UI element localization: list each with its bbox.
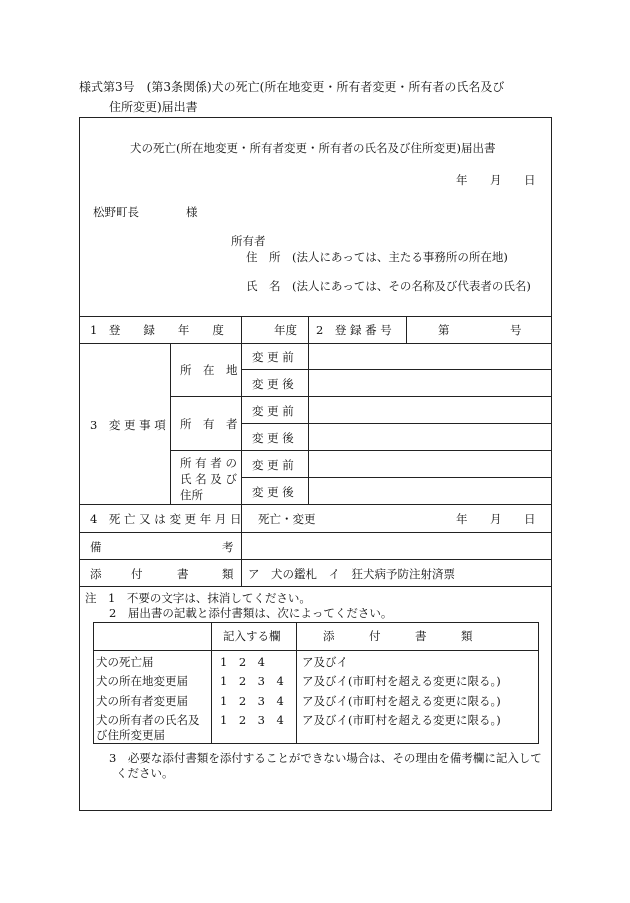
owner-address-note: (法人にあっては、主たる事務所の所在地) [292,250,508,264]
addressee-honorific: 様 [186,205,198,219]
date-day[interactable]: 日 [524,173,536,187]
date-month[interactable]: 月 [490,173,502,187]
attachments-label-3: 書 [177,567,189,581]
death-date-day[interactable]: 日 [524,512,536,526]
location-after-label[interactable]: 変 更 後 [252,377,294,391]
sub-col-attachments: 添 付 書 類 [323,629,473,643]
change-location-label: 所 在 地 [180,363,238,377]
sub-row-docs: ア及びイ(市町村を超える変更に限る。) [302,694,501,708]
sub-row-docs: ア及びイ [302,655,348,669]
death-date-month[interactable]: 月 [490,512,502,526]
form-label-2: 住所変更)届出書 [109,100,198,114]
sub-row-fields: 1 2 4 [220,655,265,669]
change-owner-label: 所 有 者 [180,417,238,431]
sub-row-name: 犬の死亡届 [96,655,154,669]
change-items-label: 3 変 更 事 項 [90,418,166,432]
change-owner-name-line3: 住所 [180,488,203,502]
sub-row-docs: ア及びイ(市町村を超える変更に限る。) [302,713,501,727]
remarks-label-left: 備 [90,540,102,554]
sub-row-name: 犬の所有者の氏名及 [96,713,200,727]
owner-name-label[interactable]: 氏 名 [246,279,281,293]
sub-row-name: 犬の所有者変更届 [96,694,188,708]
registration-year-label: 1 登 録 年 度 [90,323,224,337]
death-date-label: 4 死 亡 又 は 変 更 年 月 日 [90,512,242,526]
note-2: 2 届出書の記載と添付書類は、次によってください。 [109,606,393,620]
sub-row-docs: ア及びイ(市町村を超える変更に限る。) [302,674,501,688]
sub-col-entry: 記入する欄 [223,629,281,643]
death-date-year[interactable]: 年 [456,512,468,526]
attachments-label-2: 付 [131,567,143,581]
form-label: 様式第3号 (第3条関係)犬の死亡(所在地変更・所有者変更・所有者の氏名及び [79,80,505,94]
registration-number-label: 2 登 録 番 号 [316,323,392,337]
owner-after-label[interactable]: 変 更 後 [252,431,294,445]
note-3-line1: 3 必要な添付書類を添付することができない場合は、その理由を備考欄に記入して [109,751,542,765]
change-owner-name-line2: 氏 名 及 び [180,472,237,486]
sub-row-fields: 1 2 3 4 [220,674,284,688]
owner-name-before-label[interactable]: 変 更 前 [252,458,294,472]
owner-label: 所有者 [231,234,266,248]
sub-row-fields: 1 2 3 4 [220,713,284,727]
registration-year-unit[interactable]: 年度 [274,323,297,337]
form-title: 犬の死亡(所在地変更・所有者変更・所有者の氏名及び住所変更)届出書 [130,141,496,155]
owner-name-note: (法人にあっては、その名称及び代表者の氏名) [292,279,531,293]
addressee-name: 松野町長 [93,205,139,219]
remarks-label-right: 考 [222,540,234,554]
change-owner-name-line1: 所 有 者 の [180,456,237,470]
owner-address-label[interactable]: 住 所 [246,250,281,264]
date-year[interactable]: 年 [456,173,468,187]
attachments-value[interactable]: ア 犬の鑑札 イ 狂犬病予防注射済票 [248,567,455,581]
attachments-label-4: 類 [222,567,234,581]
registration-number-prefix[interactable]: 第 [438,323,450,337]
sub-row-name-2: び住所変更届 [96,728,165,742]
sub-row-name: 犬の所在地変更届 [96,674,188,688]
owner-before-label[interactable]: 変 更 前 [252,404,294,418]
owner-name-after-label[interactable]: 変 更 後 [252,485,294,499]
registration-number-suffix: 号 [510,323,522,337]
death-or-change-value[interactable]: 死亡・変更 [258,512,316,526]
note-3-line2: ください。 [116,766,174,780]
sub-row-fields: 1 2 3 4 [220,694,284,708]
attachments-label-1: 添 [90,567,102,581]
note-1: 注 1 不要の文字は、抹消してください。 [85,591,311,605]
location-before-label[interactable]: 変 更 前 [252,350,294,364]
